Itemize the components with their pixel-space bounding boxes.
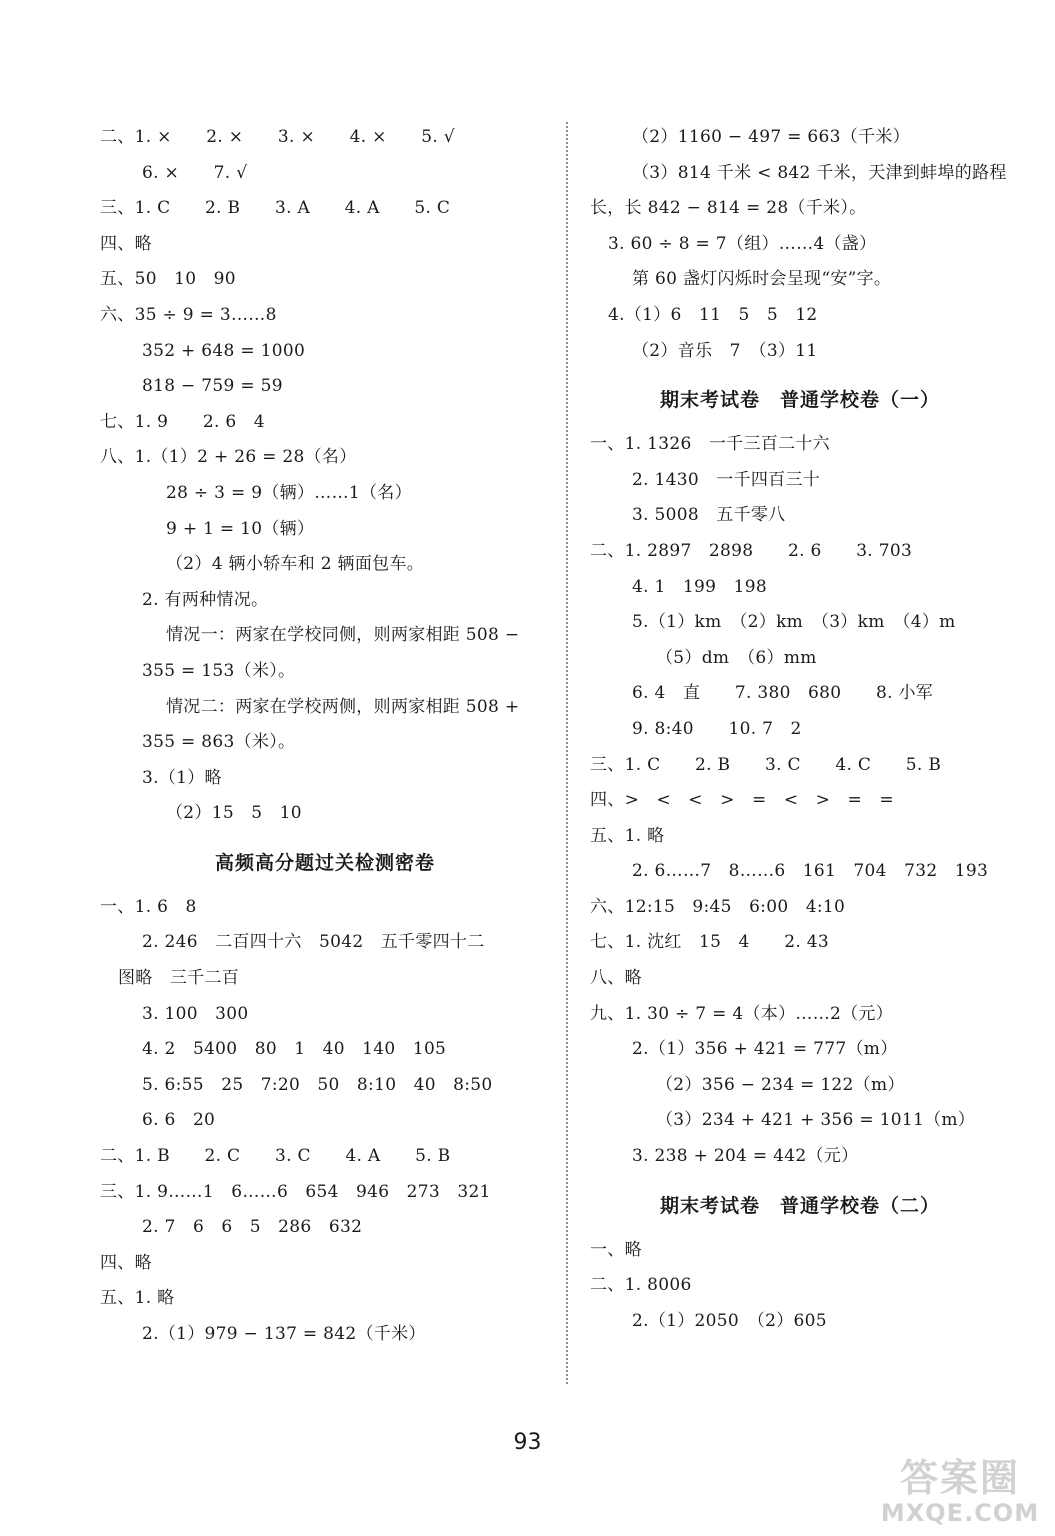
answer-line: 2. 246 二百四十六 5042 五千零四十二 bbox=[142, 932, 485, 953]
answer-line: 352 + 648 = 1000 bbox=[142, 340, 306, 361]
answer-line: 28 ÷ 3 = 9（辆）……1（名） bbox=[166, 482, 412, 503]
answer-line: 3.（1）略 bbox=[142, 767, 222, 788]
answer-line: 情况一：两家在学校同侧，则两家相距 508 − bbox=[166, 625, 520, 646]
answer-line: 355 = 863（米）。 bbox=[142, 732, 296, 753]
answer-line: 2. 有两种情况。 bbox=[142, 589, 269, 610]
answer-line: （3）234 + 421 + 356 = 1011（m） bbox=[656, 1110, 976, 1131]
left-column bbox=[100, 120, 550, 1353]
answer-line: 第 60 盏灯闪烁时会呈现“安”字。 bbox=[632, 269, 892, 290]
answer-line: 2.（1）979 − 137 = 842（千米） bbox=[142, 1324, 426, 1344]
answer-line: 三、1. C 2. B 3. C 4. C 5. B bbox=[590, 754, 942, 775]
answer-line: （2）15 5 10 bbox=[166, 803, 302, 824]
answer-line: 4. 1 199 198 bbox=[632, 576, 767, 597]
section-heading: 期末考试卷 普通学校卷（一） bbox=[659, 389, 940, 412]
answer-line: 3. 5008 五千零八 bbox=[632, 505, 786, 526]
answer-line: 二、1. 2897 2898 2. 6 3. 703 bbox=[590, 540, 913, 561]
answer-line: 2. 6……7 8……6 161 704 732 193 bbox=[632, 861, 989, 882]
answer-line: 二、1. B 2. C 3. C 4. A 5. B bbox=[100, 1146, 451, 1167]
answer-line: 五、1. 略 bbox=[590, 825, 665, 846]
answer-line: 四、> < < > = < > = = bbox=[590, 790, 894, 811]
answer-line: 八、略 bbox=[590, 968, 642, 989]
answer-line: 七、1. 沈红 15 4 2. 43 bbox=[590, 932, 830, 953]
answer-line: 二、1. × 2. × 3. × 4. × 5. √ bbox=[100, 127, 455, 147]
answer-line: 3. 100 300 bbox=[142, 1003, 249, 1024]
answer-line: 七、1. 9 2. 6 4 bbox=[100, 411, 265, 432]
answer-line: 五、50 10 90 bbox=[100, 269, 236, 290]
answer-line: 6. 4 直 7. 380 680 8. 小军 bbox=[632, 683, 934, 704]
section-heading: 期末考试卷 普通学校卷（二） bbox=[659, 1194, 940, 1217]
answer-line: 一、略 bbox=[590, 1239, 642, 1260]
answer-line: 六、35 ÷ 9 = 3……8 bbox=[100, 304, 277, 325]
answer-line: （5）dm （6）mm bbox=[656, 647, 817, 668]
answer-line: 五、1. 略 bbox=[100, 1288, 175, 1309]
answer-line: 5.（1）km （2）km （3）km （4）m bbox=[632, 612, 956, 633]
answer-line: 9. 8:40 10. 7 2 bbox=[632, 718, 802, 739]
answer-line: 一、1. 6 8 bbox=[100, 896, 197, 917]
answer-line: 2. 1430 一千四百三十 bbox=[632, 469, 821, 490]
answer-line: 四、略 bbox=[100, 233, 152, 254]
answer-line: 4.（1）6 11 5 5 12 bbox=[608, 304, 818, 325]
answer-line: 4. 2 5400 80 1 40 140 105 bbox=[142, 1039, 447, 1060]
answer-line: 9 + 1 = 10（辆） bbox=[166, 518, 315, 539]
answer-line: 六、12:15 9:45 6:00 4:10 bbox=[590, 896, 846, 917]
answer-line: 四、略 bbox=[100, 1252, 152, 1273]
answer-line: 3. 238 + 204 = 442（元） bbox=[632, 1146, 859, 1167]
answer-line: （2）356 − 234 = 122（m） bbox=[656, 1074, 905, 1095]
answer-line: 一、1. 1326 一千三百二十六 bbox=[590, 434, 830, 455]
answer-line: 6. 6 20 bbox=[142, 1110, 216, 1131]
answer-line: 三、1. C 2. B 3. A 4. A 5. C bbox=[100, 198, 451, 219]
answer-line: 九、1. 30 ÷ 7 = 4（本）……2（元） bbox=[590, 1003, 894, 1024]
answer-line: （2）4 辆小轿车和 2 辆面包车。 bbox=[166, 554, 425, 575]
answer-line: 八、1.（1）2 + 26 = 28（名） bbox=[100, 447, 357, 468]
answer-line: 2.（1）2050 （2）605 bbox=[632, 1310, 827, 1331]
answer-line: 2.（1）356 + 421 = 777（m） bbox=[632, 1039, 898, 1060]
answer-line: 6. × 7. √ bbox=[142, 162, 248, 183]
answer-line: 图略 三千二百 bbox=[118, 968, 240, 989]
watermark-title: 答案圈 bbox=[899, 1456, 1020, 1500]
answer-line: 情况二：两家在学校两侧，则两家相距 508 + bbox=[166, 696, 520, 717]
answer-line: 二、1. 8006 bbox=[590, 1275, 692, 1296]
answer-line: 818 − 759 = 59 bbox=[142, 376, 283, 397]
answer-line: 三、1. 9……1 6……6 654 946 273 321 bbox=[100, 1181, 491, 1202]
right-column bbox=[590, 120, 1010, 1339]
answer-line: 355 = 153（米）。 bbox=[142, 660, 296, 681]
section-heading: 高频高分题过关检测密卷 bbox=[214, 851, 435, 874]
page-number: 93 bbox=[513, 1430, 542, 1455]
watermark-domain: MXQE.COM bbox=[880, 1499, 1040, 1527]
answer-line: 5. 6:55 25 7:20 50 8:10 40 8:50 bbox=[142, 1074, 493, 1095]
answer-line: （2）1160 − 497 = 663（千米） bbox=[632, 127, 910, 147]
answer-line: （3）814 千米 < 842 千米，天津到蚌埠的路程 bbox=[632, 162, 1007, 183]
column-divider bbox=[566, 122, 568, 1384]
answer-line: 长，长 842 − 814 = 28（千米）。 bbox=[590, 198, 867, 219]
answer-line: 2. 7 6 6 5 286 632 bbox=[142, 1217, 363, 1238]
answer-line: （2）音乐 7 （3）11 bbox=[632, 340, 818, 361]
answer-line: 3. 60 ÷ 8 = 7（组）……4（盏） bbox=[608, 233, 877, 254]
watermark-logo bbox=[870, 1458, 1050, 1534]
